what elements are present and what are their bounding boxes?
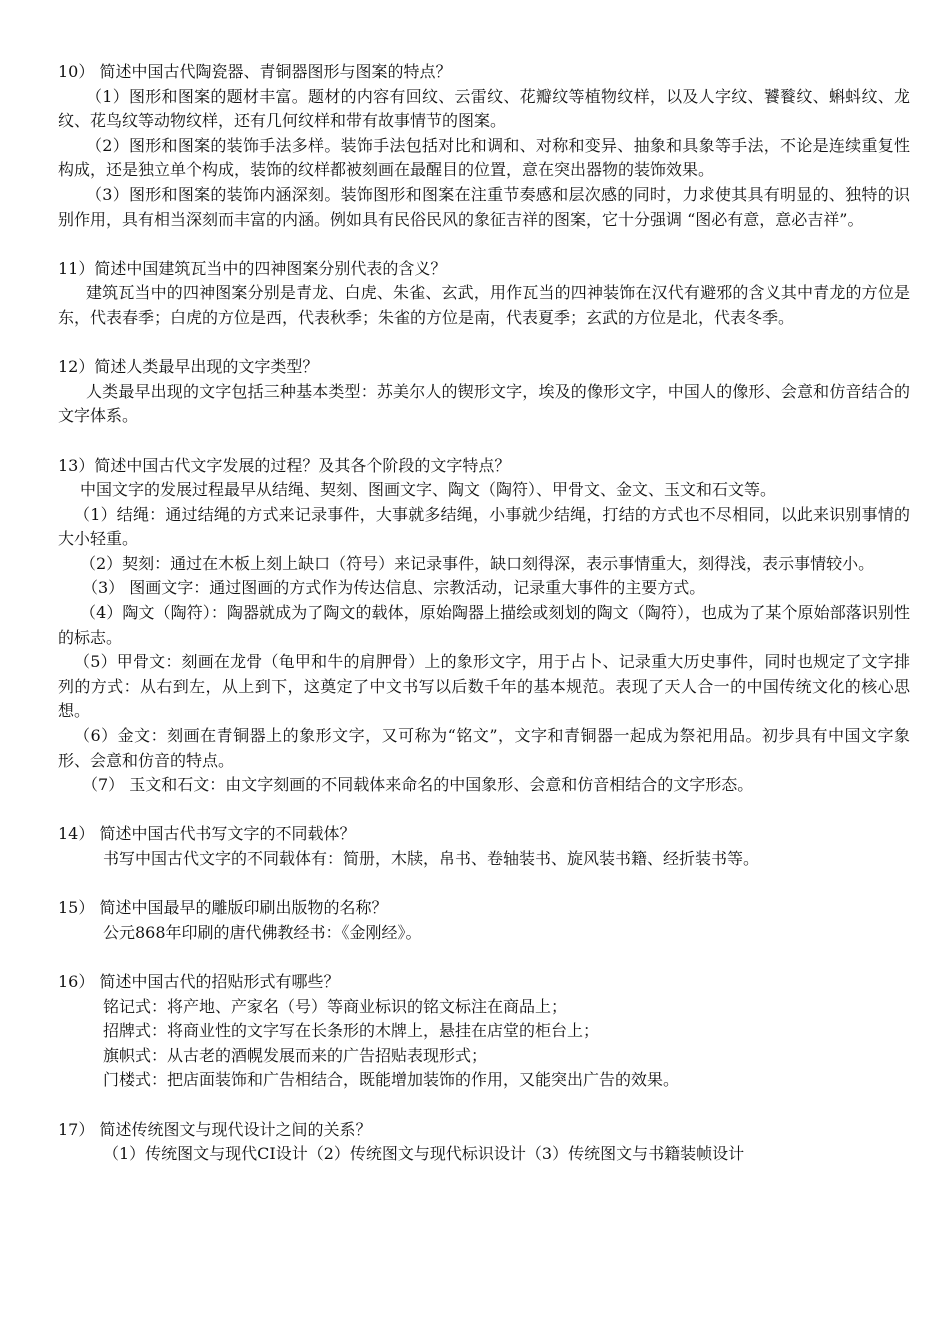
spacer — [58, 1093, 910, 1118]
question-10-title: 10） 简述中国古代陶瓷器、青铜器图形与图案的特点？ — [58, 62, 452, 81]
answer-13-intro: 中国文字的发展过程最早从结绳、契刻、图画文字、陶文（陶符）、甲骨文、金文、玉文和石文等。 — [80, 480, 777, 500]
answer-10-point-2: （2）图形和图案的装饰手法多样。装饰手法包括对比和调和、对称和变异、抽象和具象等手法，不论是连续重复性构成，还是独立单个构成，装饰的纹样都被刻画在最醒目的位置，意在突出器物的装饰效果。 — [58, 135, 910, 180]
question-17-title: 17） 简述传统图文与现代设计之间的关系？ — [58, 1119, 372, 1139]
answer-10-point-1: （1）图形和图案的题材丰富。题材的内容有回纹、云雷纹、花瓣纹等植物纹样，以及人字纹、饕餮纹、蝌蚪纹、龙纹、花鸟纹等动物纹样，还有几何纹样和带有故事情节的图案。 — [58, 86, 910, 131]
question-11-title: 11）简述中国建筑瓦当中的四神图案分别代表的含义？ — [58, 258, 447, 278]
answer-13-point-3: （3） 图画文字：通过图画的方式作为传达信息、宗教活动，记录重大事件的主要方式。 — [82, 578, 706, 598]
answer-12: 人类最早出现的文字包括三种基本类型：苏美尔人的锲形文字，埃及的像形文字，中国人的像形、会意和仿音结合的文字体系。 — [58, 381, 910, 426]
question-12-title: 12）简述人类最早出现的文字类型？ — [58, 357, 319, 377]
spacer — [58, 798, 910, 823]
answer-13-point-5: （5）甲骨文：刻画在龙骨（龟甲和牛的肩胛骨）上的象形文字，用于占卜、记录重大历史事件，同时也规定了文字排列的方式：从右到左，从上到下，这奠定了中文书写以后数千年的基本规范。表现了天人合一的中国传统文化的核心思想。 — [58, 652, 910, 721]
spacer — [58, 429, 910, 454]
answer-14: 书写中国古代文字的不同载体有：简册，木牍，帛书、卷轴装书、旋风装书籍、经折装书等。 — [103, 849, 760, 868]
answer-13-point-7: （7） 玉文和石文：由文字刻画的不同载体来命名的中国象形、会意和仿音相结合的文字形态。 — [82, 775, 754, 795]
answer-15: 公元868年印刷的唐代佛教经书：《金刚经》。 — [103, 922, 422, 942]
question-15-title: 15） 简述中国最早的雕版印刷出版物的名称？ — [58, 898, 388, 918]
spacer — [58, 872, 910, 897]
answer-16-item: 铭记式：将产地、产家名（号）等商业标识的铭文标注在商品上； — [103, 996, 568, 1016]
question-13-title: 13）简述中国古代文字发展的过程？及其各个阶段的文字特点？ — [58, 455, 511, 475]
question-14-title: 14） 简述中国古代书写文字的不同载体？ — [58, 824, 356, 844]
spacer — [58, 945, 910, 970]
spacer — [58, 331, 910, 356]
answer-13-point-4: （4）陶文（陶符）：陶器就成为了陶文的载体，原始陶器上描绘或刻划的陶文（陶符），也成为了某个原始部落识别性的标志。 — [58, 603, 910, 647]
answer-16-item: 门楼式：把店面装饰和广告相结合，既能增加装饰的作用，又能突出广告的效果。 — [103, 1070, 680, 1090]
answer-13-point-2: （2）契刻：通过在木板上刻上缺口（符号）来记录事件，缺口刻得深，表示事情重大，刻得浅，表示事情较小。 — [80, 553, 875, 573]
question-16-title: 16） 简述中国古代的招贴形式有哪些？ — [58, 971, 340, 991]
answer-17: （1）传统图文与现代CI设计（2）传统图文与现代标识设计（3）传统图文与书籍装帧设计 — [103, 1144, 745, 1164]
answer-13-point-6: （6）金文：刻画在青铜器上的象形文字，又可称为“铭文”，文字和青铜器一起成为祭祀用品。初步具有中国文字象形、会意和仿音的特点。 — [58, 726, 910, 770]
spacer — [58, 232, 910, 257]
answer-13-point-1: （1）结绳：通过结绳的方式来记录事件，大事就多结绳，小事就少结绳，打结的方式也不尽相同，以此来识别事情的大小轻重。 — [58, 504, 910, 549]
answer-10-point-3: （3）图形和图案的装饰内涵深刻。装饰图形和图案在注重节奏感和层次感的同时，力求使其具有明显的、独特的识别作用，具有相当深刻而丰富的内涵。例如具有民俗民风的象征吉祥的图案，它十分强调 “图必有意，意必吉祥”。 — [58, 184, 910, 229]
answer-16-item: 旗帜式：从古老的酒幌发展而来的广告招贴表现形式； — [103, 1045, 488, 1065]
answer-16-item: 招牌式：将商业性的文字写在长条形的木牌上，悬挂在店堂的柜台上； — [103, 1021, 600, 1041]
answer-11: 建筑瓦当中的四神图案分别是青龙、白虎、朱雀、玄武，用作瓦当的四神装饰在汉代有避邪的含义其中青龙的方位是东，代表春季；白虎的方位是西，代表秋季；朱雀的方位是南，代表夏季；玄武的方位是北，代表冬季。 — [58, 283, 910, 327]
